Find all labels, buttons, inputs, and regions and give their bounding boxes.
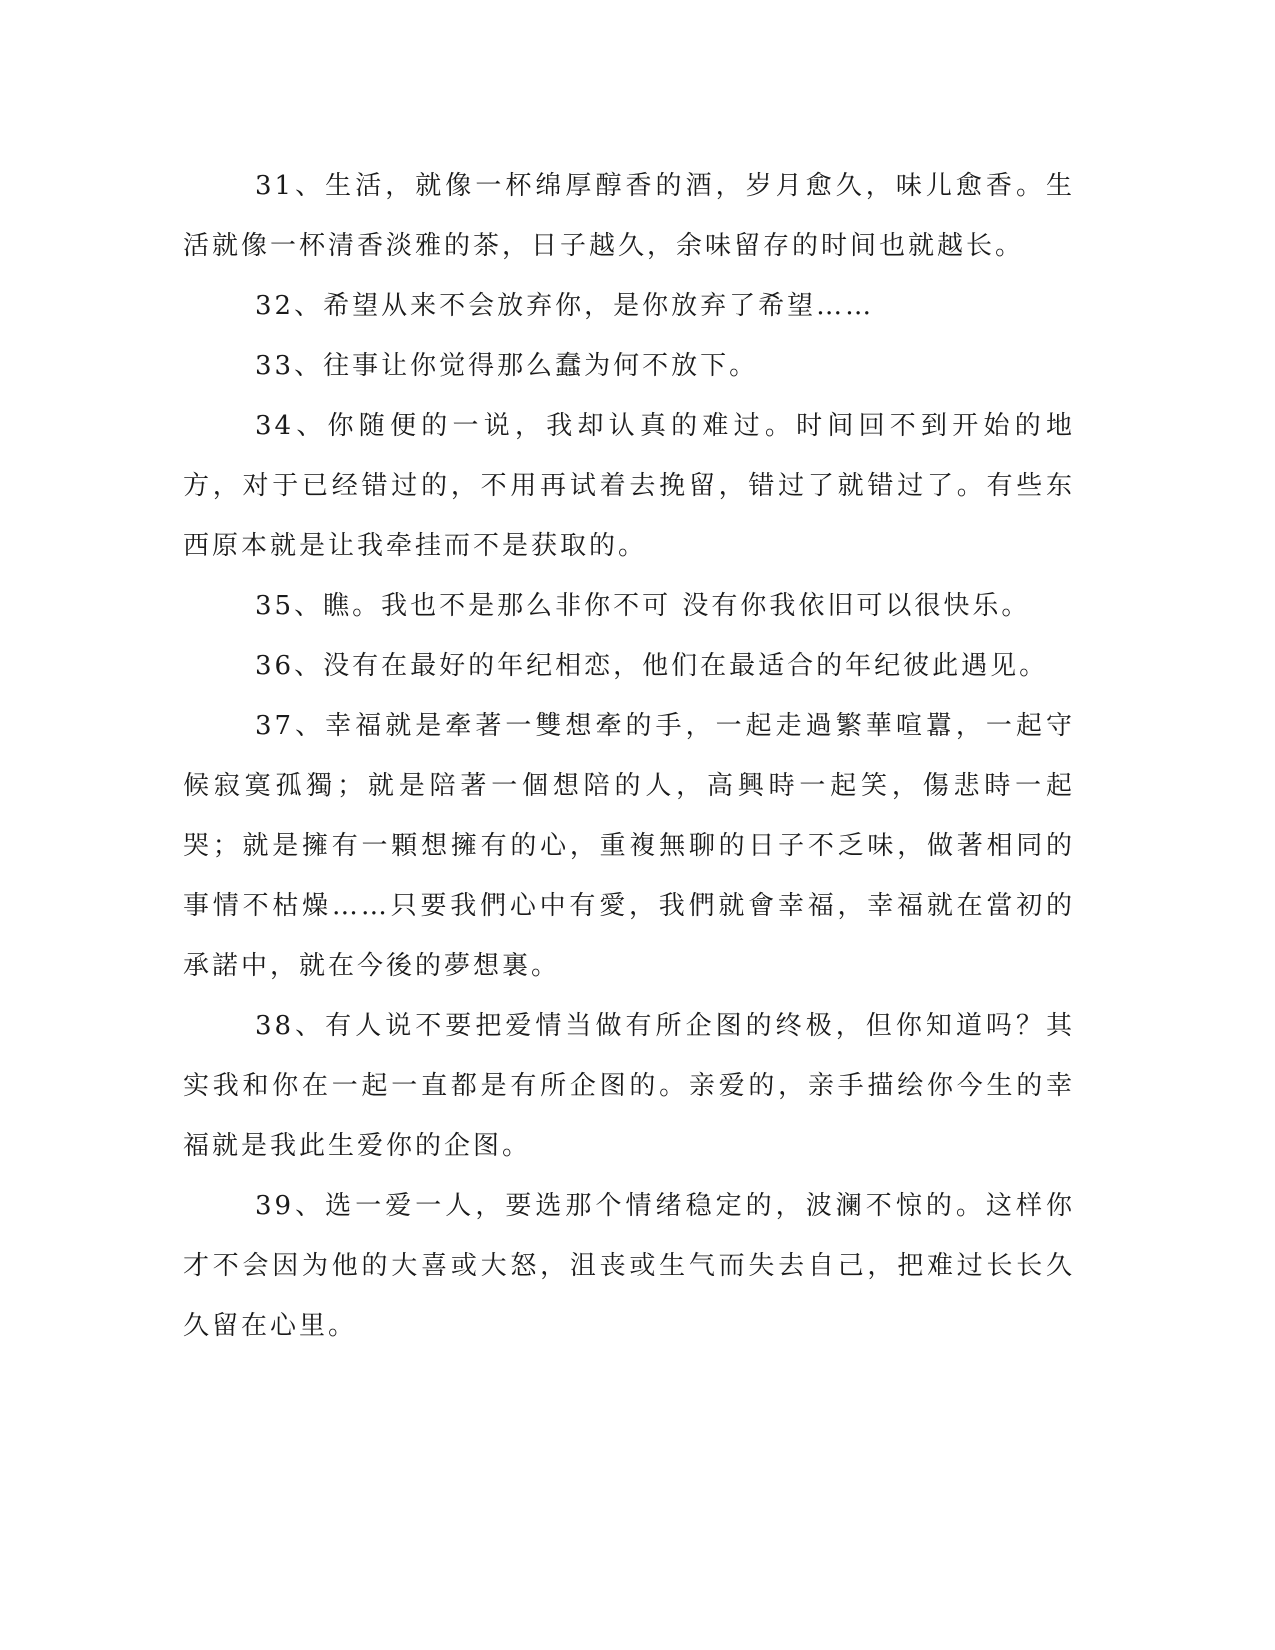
- paragraph-32: 32、希望从来不会放弃你，是你放弃了希望……: [255, 291, 875, 321]
- paragraph-34: 34、你随便的一说，我却认真的难过。时间回不到开始的地方，对于已经错过的，不用再试着去挽留，错过了就错过了。有些东西原本就是让我牵挂而不是获取的。: [183, 411, 1075, 561]
- paragraph-33: 33、往事让你觉得那么蠢为何不放下。: [255, 351, 759, 381]
- paragraph-36: 36、没有在最好的年纪相恋，他们在最适合的年纪彼此遇见。: [255, 651, 1049, 681]
- paragraph-31: 31、生活，就像一杯绵厚醇香的酒，岁月愈久，味儿愈香。生活就像一杯清香淡雅的茶，日子越久，余味留存的时间也就越长。: [183, 171, 1075, 261]
- paragraph-38: 38、有人说不要把爱情当做有所企图的终极，但你知道吗？其实我和你在一起一直都是有所企图的。亲爱的，亲手描绘你今生的幸福就是我此生爱你的企图。: [183, 1011, 1075, 1161]
- document-body: [183, 156, 1075, 1356]
- paragraph-37: 37、幸福就是牽著一雙想牽的手，一起走過繁華喧囂，一起守候寂寞孤獨；就是陪著一個想陪的人，高興時一起笑，傷悲時一起哭；就是擁有一顆想擁有的心，重複無聊的日子不乏味，做著相同的事情不枯燥……只要我們心中有愛，我們就會幸福，幸福就在當初的承諾中，就在今後的夢想裏。: [183, 711, 1075, 981]
- paragraph-39: 39、选一爱一人，要选那个情绪稳定的，波澜不惊的。这样你才不会因为他的大喜或大怒，沮丧或生气而失去自己，把难过长长久久留在心里。: [183, 1191, 1075, 1341]
- paragraph-35: 35、瞧。我也不是那么非你不可 没有你我依旧可以很快乐。: [255, 591, 1031, 621]
